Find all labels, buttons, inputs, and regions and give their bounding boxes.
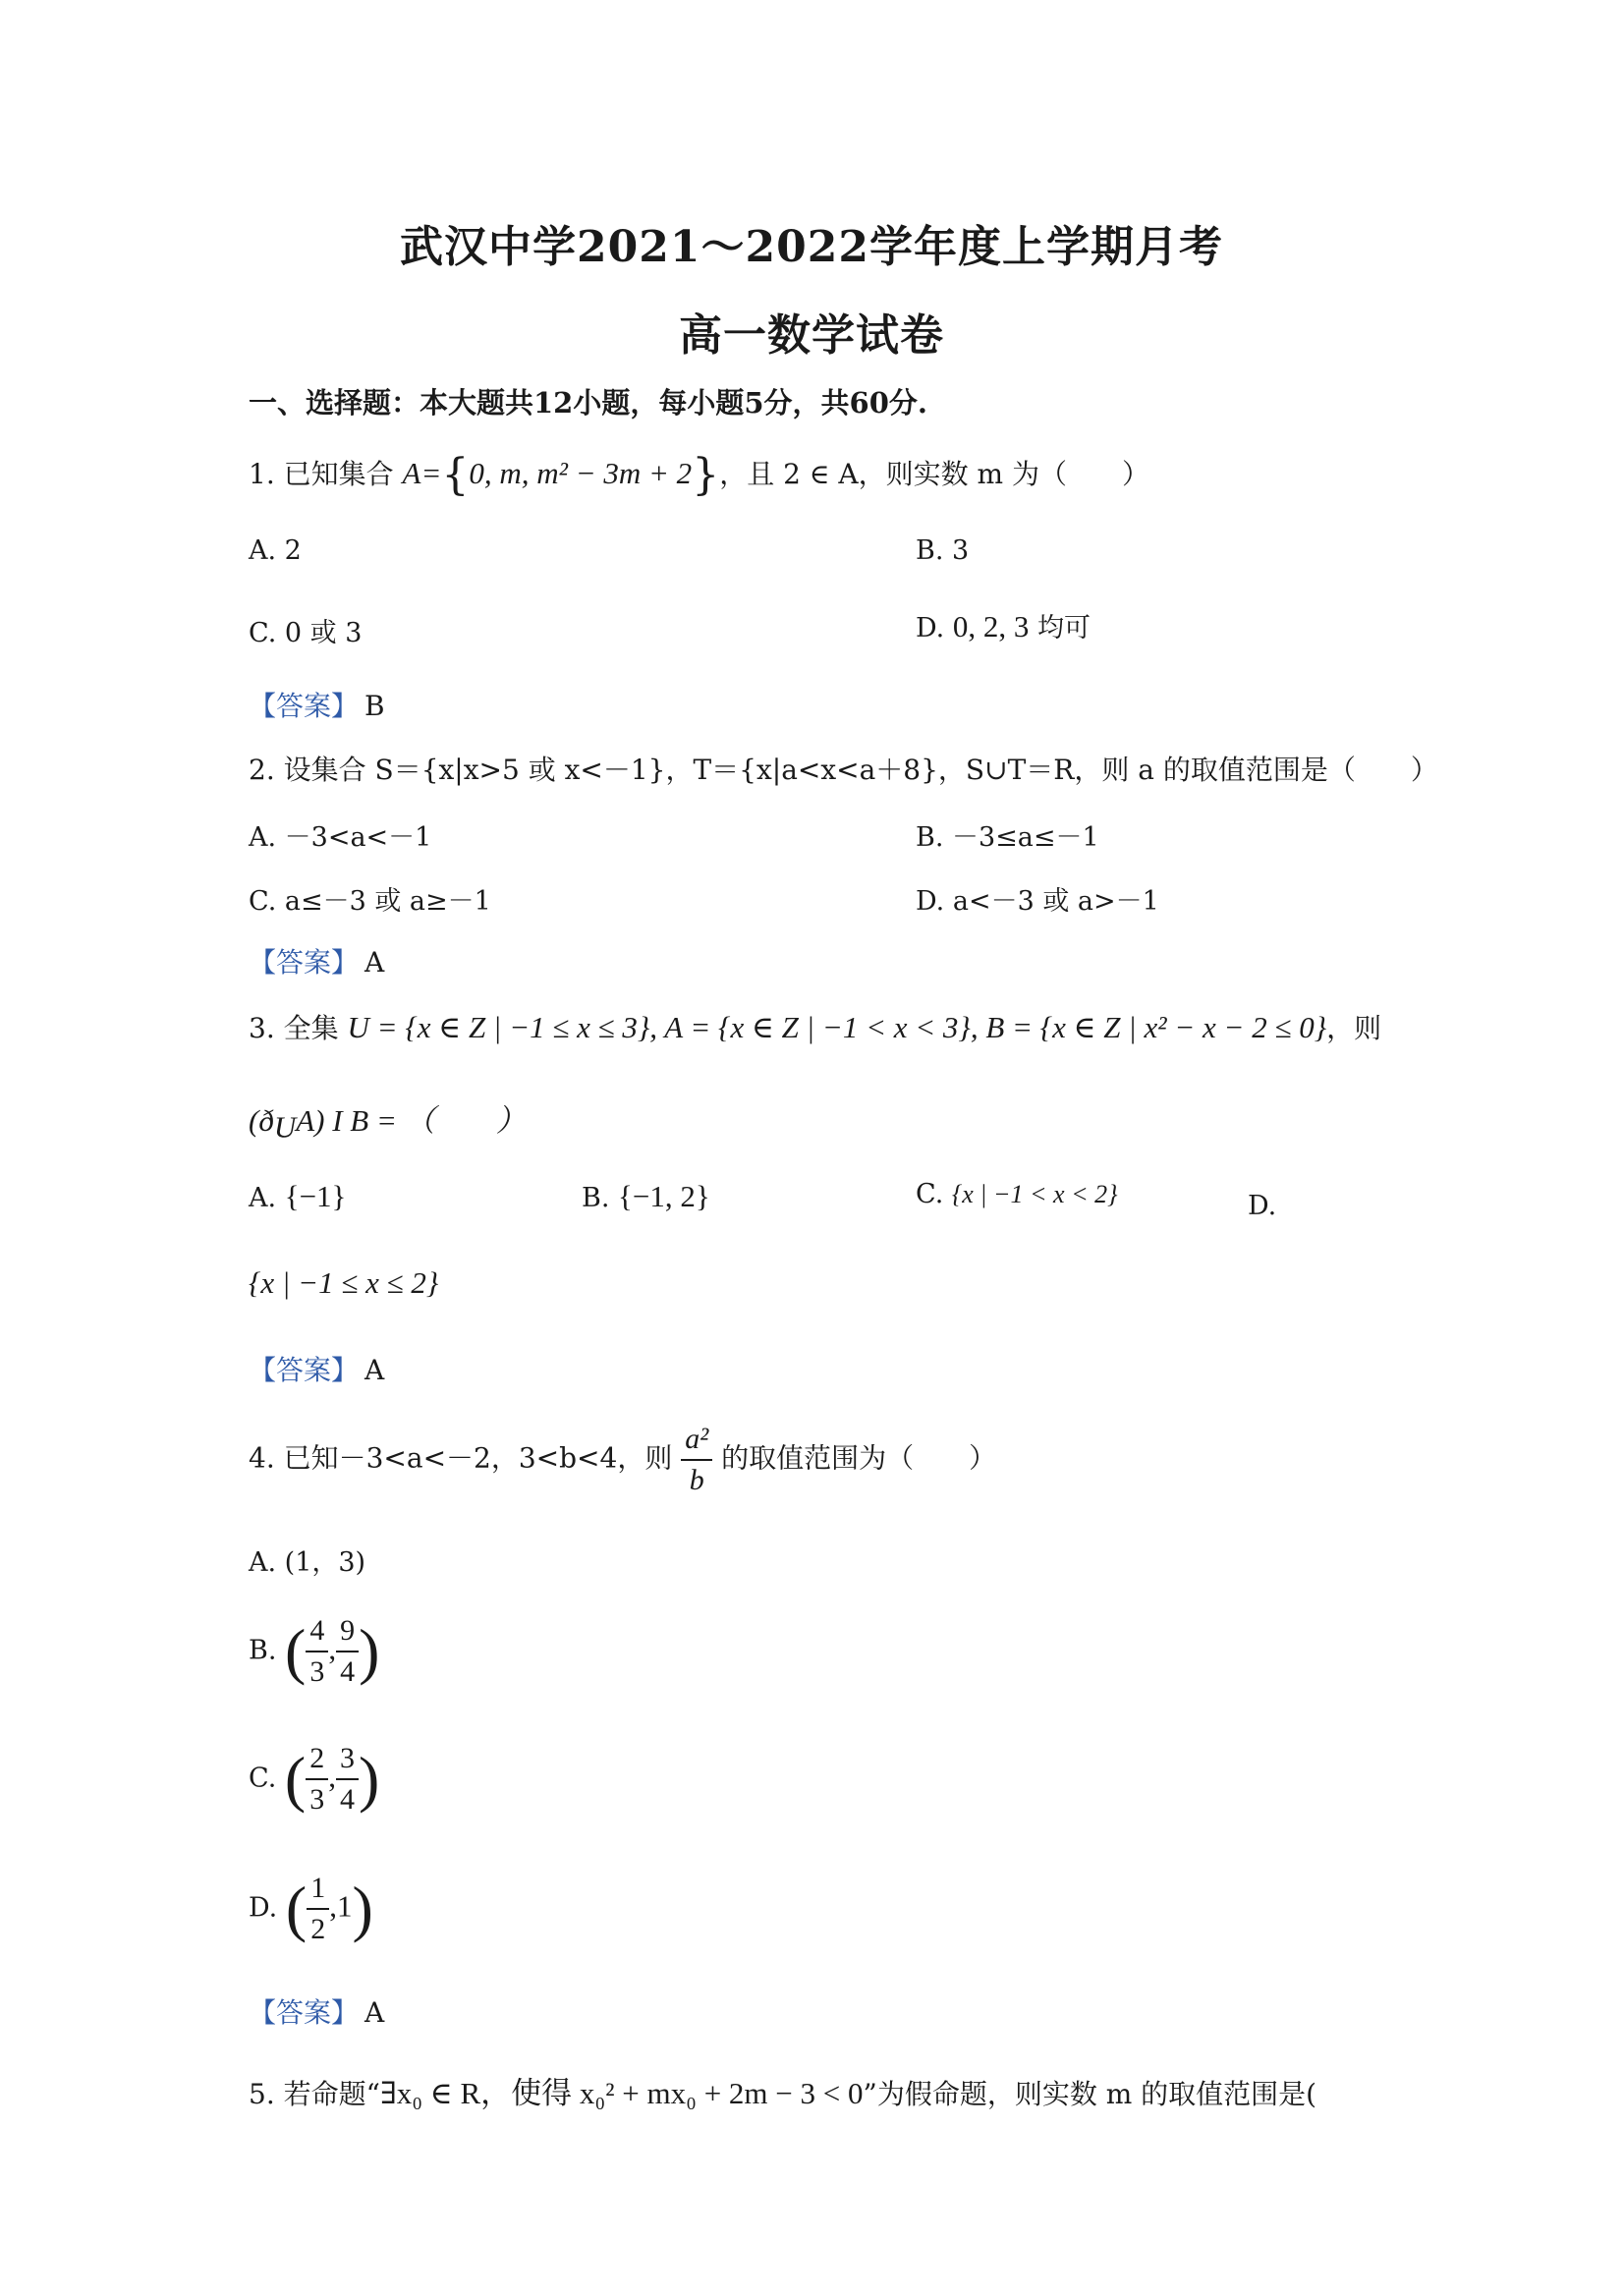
- q1-option-c: C. 0 或 3: [249, 618, 363, 648]
- q3-option-a-value: {−1}: [284, 1179, 347, 1213]
- q4-option-d-tail: ,1: [329, 1888, 353, 1924]
- q4-suffix: 的取值范围为（ ）: [721, 1441, 997, 1475]
- q4-answer-label: 【答案】: [249, 1996, 360, 2029]
- q3-option-c-value: {x | −1 < x < 2}: [951, 1180, 1118, 1208]
- q4-answer-value: A: [364, 1996, 385, 2029]
- q1-option-d: [916, 606, 1091, 644]
- q4-option-c-den-2: 4: [339, 1783, 355, 1816]
- q1-condition: ，且 2 ∈ A，则实数 m 为（ ）: [719, 458, 1150, 490]
- q5-suffix: ”为假命题，则实数 m 的取值范围是(: [863, 2078, 1317, 2110]
- question-5: [249, 2068, 1316, 2112]
- q4-option-c-frac-2: [336, 1739, 359, 1820]
- q4-option-b-num-1: 4: [306, 1611, 328, 1652]
- q4-option-b-den-1: 3: [309, 1655, 325, 1688]
- q3-answer: [249, 1349, 384, 1388]
- q4-option-b-paren-close: ): [359, 1616, 380, 1686]
- q5-expression: ∃x₀ ∈ R，使得 x₀² + mx₀ + 2m − 3 < 0: [379, 2076, 864, 2110]
- question-4: [249, 1420, 996, 1500]
- q4-option-c-paren-close: ): [358, 1744, 380, 1814]
- q4-option-b-paren-open: (: [285, 1616, 307, 1686]
- q3-option-a: [249, 1179, 346, 1214]
- q1-option-d-value: 0, 2, 3: [952, 609, 1030, 644]
- q3-option-a-label: A.: [249, 1183, 277, 1213]
- q4-option-d-den: 2: [310, 1913, 326, 1945]
- q4-option-c-frac-1: [306, 1739, 328, 1820]
- q1-brace-open: {: [441, 450, 470, 500]
- q3-option-b: [582, 1179, 710, 1214]
- question-3: [249, 1007, 1381, 1046]
- q1-brace-close: }: [692, 450, 720, 500]
- q4-option-c-label: C.: [249, 1763, 277, 1794]
- q1-prefix: 1. 已知集合: [249, 458, 394, 490]
- question-2: 2. 设集合 S＝{x|x>5 或 x<－1}，T＝{x|a<x<a＋8}，S∪T＝R，则 a 的取值范围是（ ）: [249, 754, 1438, 786]
- q4-option-c-comma: ,: [328, 1759, 336, 1794]
- q1-set-name: A=: [402, 456, 442, 490]
- q4-option-d: [249, 1869, 373, 1949]
- q4-fraction: [681, 1420, 712, 1500]
- q3-suffix: ，则: [1326, 1012, 1382, 1044]
- q3-expression: A) I B = （ ）: [296, 1103, 527, 1138]
- q4-option-a: A. (1，3): [249, 1547, 366, 1578]
- q3-line-2: [249, 1095, 527, 1146]
- q2-option-a: A. －3<a<－1: [249, 822, 432, 853]
- q3-option-b-label: B.: [582, 1183, 610, 1213]
- q4-option-d-frac: [307, 1869, 329, 1949]
- q4-option-b-frac-2: [336, 1611, 359, 1692]
- q3-sets: U = {x ∈ Z | −1 ≤ x ≤ 3}, A = {x ∈ Z | −1 < x < 3}, B = {x ∈ Z | x² − x − 2 ≤ 0}: [347, 1010, 1327, 1044]
- q1-option-a: A. 2: [249, 535, 302, 566]
- q4-option-b-num-2: 9: [336, 1611, 359, 1652]
- q1-option-b: B. 3: [916, 535, 970, 566]
- q3-option-d-value: [249, 1265, 438, 1301]
- q4-option-d-label: D.: [249, 1892, 278, 1924]
- q3-option-c: [916, 1179, 1118, 1209]
- q2-option-b: B. －3≤a≤－1: [916, 822, 1099, 853]
- question-1: [249, 450, 1149, 500]
- q4-option-b-label: B.: [249, 1635, 277, 1666]
- q4-option-d-paren-open: (: [285, 1874, 308, 1943]
- q1-option-d-suffix: 均可: [1036, 613, 1091, 644]
- q4-option-b-comma: ,: [328, 1631, 337, 1666]
- q4-option-d-paren-close: ): [352, 1874, 373, 1943]
- q1-answer-label: 【答案】: [249, 690, 360, 722]
- section-heading: 一、选择题：本大题共12小题，每小题5分，共60分.: [249, 386, 927, 420]
- q3-option-b-value: {−1, 2}: [618, 1179, 710, 1213]
- q4-option-b-den-2: 4: [340, 1655, 356, 1688]
- q4-option-c: [249, 1739, 379, 1820]
- q1-answer: [249, 685, 385, 724]
- q2-answer-label: 【答案】: [249, 946, 360, 979]
- q1-answer-value: B: [364, 690, 385, 722]
- q2-answer: [249, 941, 384, 980]
- q4-option-b-frac-1: [306, 1611, 328, 1692]
- q4-answer: [249, 1991, 384, 2031]
- q4-option-c-num-1: 2: [306, 1739, 328, 1780]
- q4-fraction-numerator: a²: [681, 1420, 712, 1461]
- q3-complement-sub: U: [273, 1109, 297, 1145]
- q2-answer-value: A: [364, 946, 385, 979]
- q4-option-c-num-2: 3: [336, 1739, 359, 1780]
- q4-fraction-denominator: b: [689, 1464, 704, 1496]
- q4-option-c-den-1: 3: [309, 1783, 325, 1816]
- q5-prefix: 5. 若命题“: [249, 2078, 380, 2110]
- exam-subtitle: 高一数学试卷: [679, 310, 944, 361]
- q3-option-d-label: D.: [1248, 1191, 1277, 1221]
- q4-prefix: 4. 已知－3<a<－2，3<b<4，则: [249, 1441, 673, 1475]
- q2-option-c: C. a≤－3 或 a≥－1: [249, 886, 491, 917]
- q1-option-d-label: D.: [916, 613, 945, 644]
- q4-option-b: [249, 1611, 379, 1692]
- q3-prefix: 3. 全集: [249, 1012, 339, 1044]
- q2-option-d: D. a<－3 或 a>－1: [916, 886, 1159, 917]
- q3-complement: (ð: [249, 1103, 274, 1138]
- q1-set-elements: 0, m, m² − 3m + 2: [469, 456, 693, 490]
- exam-title: 武汉中学2021～2022学年度上学期月考: [400, 222, 1223, 272]
- q3-answer-label: 【答案】: [249, 1354, 360, 1386]
- q3-option-c-label: C.: [916, 1179, 944, 1209]
- q4-option-d-num: 1: [307, 1869, 329, 1910]
- q3-answer-value: A: [364, 1354, 385, 1386]
- q3-option-d-expression: {x | −1 ≤ x ≤ 2}: [249, 1265, 439, 1300]
- q4-option-c-paren-open: (: [284, 1744, 307, 1814]
